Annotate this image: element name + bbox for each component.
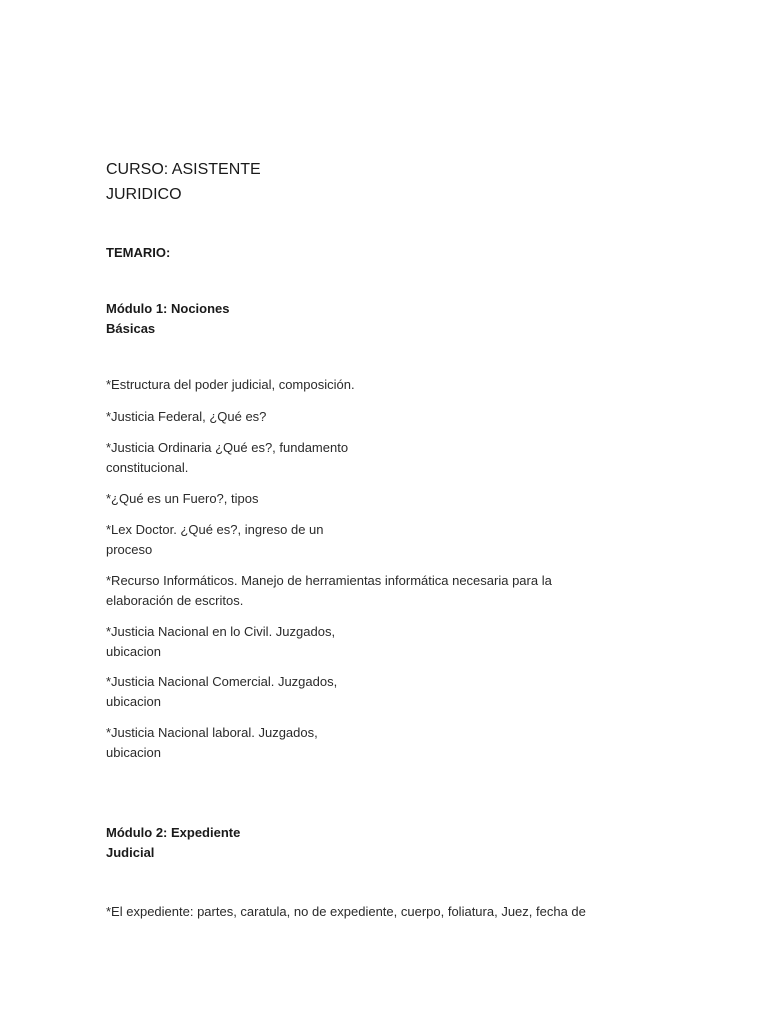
module-1-heading: Módulo 1: Nociones Básicas — [106, 301, 230, 336]
module-1-item: *Justicia Nacional laboral. Juzgados, ubicacion — [106, 725, 318, 760]
module-1-item: *Justicia Ordinaria ¿Qué es?, fundamento constitucional. — [106, 440, 349, 475]
module-1-item: *Estructura del poder judicial, composición. — [106, 377, 355, 392]
module-1-item: *Recurso Informáticos. Manejo de herramientas informática necesaria para la elaboración de escritos. — [106, 573, 552, 608]
module-1-item: *Justicia Federal, ¿Qué es? — [106, 409, 267, 424]
module-2-heading: Módulo 2: Expediente Judicial — [106, 825, 241, 860]
module-1-item: *¿Qué es un Fuero?, tipos — [106, 491, 259, 506]
module-1-item: *Justicia Nacional en lo Civil. Juzgados, ubicacion — [106, 624, 336, 659]
temario-heading: TEMARIO: — [106, 245, 171, 260]
module-1-item: *Justicia Nacional Comercial. Juzgados, ubicacion — [106, 674, 338, 709]
module-1-item: *Lex Doctor. ¿Qué es?, ingreso de un proceso — [106, 522, 324, 557]
module-2-item: *El expediente: partes, caratula, no de expediente, cuerpo, foliatura, Juez, fecha de — [106, 904, 586, 919]
course-title: CURSO: ASISTENTE JURIDICO — [106, 161, 261, 203]
